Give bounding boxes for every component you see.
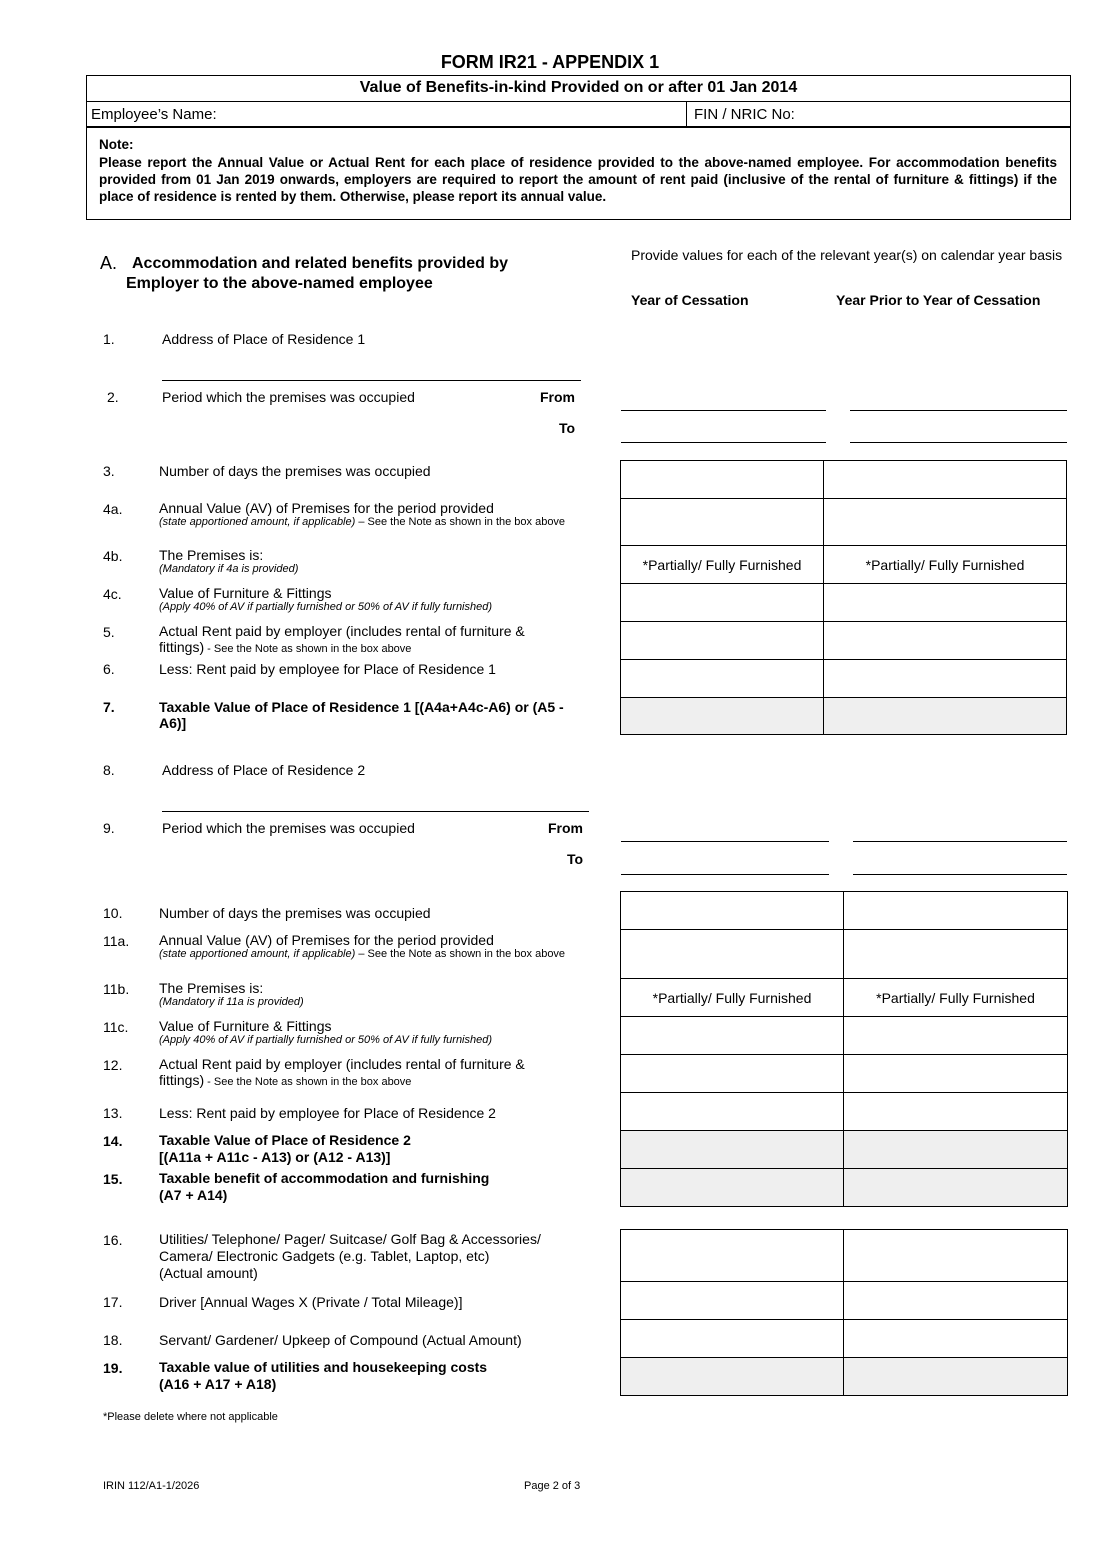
grid2-r11a-prior[interactable] — [843, 929, 1068, 979]
row-2-num: 2. — [107, 389, 119, 405]
furnished-option: *Partially/ Fully Furnished — [642, 556, 802, 573]
row-8-num: 8. — [103, 762, 115, 778]
grid3-r16-cessation[interactable] — [620, 1229, 844, 1282]
grid1-r3-prior[interactable] — [823, 460, 1067, 499]
row-11a-sub: – See the Note as shown in the box above — [355, 948, 566, 960]
grid3-r18-cessation[interactable] — [620, 1319, 844, 1358]
row-5-num: 5. — [103, 624, 115, 640]
row-14-label: Taxable Value of Place of Residence 2 — [159, 1132, 411, 1148]
row-15-num: 15. — [103, 1171, 123, 1187]
grid2-r11c-cessation[interactable] — [620, 1016, 844, 1055]
row-14-num: 14. — [103, 1133, 123, 1149]
grid1-r5-prior[interactable] — [823, 621, 1067, 660]
row-4a-num: 4a. — [103, 501, 123, 517]
row-19-num: 19. — [103, 1360, 123, 1376]
row-4c-sub: (Apply 40% of AV if partially furnished or 50% of AV if fully furnished) — [159, 601, 493, 613]
grid1-r4a-prior[interactable] — [823, 498, 1067, 546]
grid1-r6-prior[interactable] — [823, 659, 1067, 698]
row-3-label: Number of days the premises was occupied — [159, 463, 431, 479]
row-19-formula: (A16 + A17 + A18) — [159, 1376, 277, 1392]
grid3-r19-prior — [843, 1357, 1068, 1396]
row-9-label: Period which the premises was occupied — [162, 820, 415, 836]
row-5-sub: - See the Note as shown in the box above — [204, 643, 412, 655]
employee-name-label: Employee’s Name: — [91, 106, 217, 123]
grid1-r5-cessation[interactable] — [620, 621, 824, 660]
from-1-cessation[interactable] — [621, 388, 829, 412]
grid3-r19-cessation — [620, 1357, 844, 1396]
row-4a-sub-italic: (state apportioned amount, if applicable) — [159, 516, 356, 528]
grid2-r15-cessation — [620, 1168, 844, 1207]
grid3-r16-prior[interactable] — [843, 1229, 1068, 1282]
col-header-cessation: Year of Cessation — [631, 292, 749, 308]
address-2-input[interactable] — [162, 783, 592, 811]
row-13-label: Less: Rent paid by employee for Place of Residence 2 — [159, 1105, 496, 1121]
grid2-r11a-cessation[interactable] — [620, 929, 844, 979]
grid1-r3-cessation[interactable] — [620, 460, 824, 499]
grid2-r10-cessation[interactable] — [620, 891, 844, 930]
row-16-num: 16. — [103, 1232, 123, 1248]
furnished-option: *Partially/ Fully Furnished — [876, 989, 1035, 1006]
section-letter: A. — [100, 253, 118, 273]
row-11c-num: 11c. — [103, 1019, 129, 1035]
grid2-r13-prior[interactable] — [843, 1092, 1068, 1131]
employee-name-input[interactable] — [240, 103, 684, 127]
note-title: Note: — [99, 137, 134, 152]
provide-note: Provide values for each of the relevant year(s) on calendar year basis — [631, 247, 1063, 263]
fin-label: FIN / NRIC No: — [694, 106, 795, 123]
from-2-cessation[interactable] — [621, 819, 832, 843]
grid1-r4a-cessation[interactable] — [620, 498, 824, 546]
to-1-prior[interactable] — [850, 420, 1070, 444]
note-text: Please report the Annual Value or Actual Rent for each place of residence provided to the above-named employee. For accommodation benefits provided from 01 Jan 2019 onwards, employers are required to report the amount of rent paid (inclusive of the rental of furniture & fittings) if the place of residence is rented by them. Otherwise, please report its annual value. — [99, 155, 1057, 204]
row-4c-num: 4c. — [103, 586, 122, 602]
section-title: Accommodation and related benefits provided by Employer to the above-named employee — [126, 255, 509, 292]
delete-note: *Please delete where not applicable — [103, 1411, 278, 1423]
row-11a-num: 11a. — [103, 933, 130, 949]
row-11b-sub: (Mandatory if 11a is provided) — [159, 996, 304, 1008]
fin-input[interactable] — [810, 103, 1069, 127]
row-14-formula: [(A11a + A11c - A13) or (A12 - A13)] — [159, 1149, 391, 1165]
to-1-cessation[interactable] — [621, 420, 829, 444]
row-18-label: Servant/ Gardener/ Upkeep of Compound (Actual Amount) — [159, 1332, 522, 1348]
row-11c-sub: (Apply 40% of AV if partially furnished or 50% of AV if fully furnished) — [159, 1034, 493, 1046]
grid1-r4c-prior[interactable] — [823, 583, 1067, 622]
grid1-r4b-cessation[interactable] — [620, 545, 824, 584]
grid1-r4c-cessation[interactable] — [620, 583, 824, 622]
row-11b-num: 11b. — [103, 981, 130, 997]
row-3-num: 3. — [103, 463, 115, 479]
row-4b-label: The Premises is: — [159, 547, 264, 563]
row-10-label: Number of days the premises was occupied — [159, 905, 431, 921]
to-2-prior[interactable] — [853, 852, 1070, 876]
row-11c-label: Value of Furniture & Fittings — [159, 1018, 332, 1034]
row-15-label: Taxable benefit of accommodation and furnishing — [159, 1170, 490, 1186]
furnished-option: *Partially/ Fully Furnished — [652, 989, 812, 1006]
grid3-r17-prior[interactable] — [843, 1281, 1068, 1320]
form-title: FORM IR21 - APPENDIX 1 — [440, 52, 660, 72]
from-2-prior[interactable] — [853, 819, 1070, 843]
grid2-r14-prior — [843, 1130, 1068, 1169]
row-11a-label: Annual Value (AV) of Premises for the period provided — [159, 932, 494, 948]
from-1-prior[interactable] — [850, 388, 1070, 412]
from-label-1: From — [540, 389, 575, 405]
address-1-input[interactable] — [162, 352, 584, 380]
row-6-label: Less: Rent paid by employee for Place of Residence 1 — [159, 661, 496, 677]
row-7-num: 7. — [103, 699, 115, 715]
row-12-label: Actual Rent paid by employer (includes rental of furniture & fittings) — [159, 1056, 525, 1088]
row-19-label: Taxable value of utilities and housekeeping costs — [159, 1359, 488, 1375]
grid2-r15-prior — [843, 1168, 1068, 1207]
row-2-label: Period which the premises was occupied — [162, 389, 415, 405]
row-11a-sub-italic: (state apportioned amount, if applicable) — [159, 948, 356, 960]
row-4a-label: Annual Value (AV) of Premises for the period provided — [159, 500, 494, 516]
row-18-num: 18. — [103, 1332, 123, 1348]
row-16-label: Utilities/ Telephone/ Pager/ Suitcase/ Golf Bag & Accessories/ Camera/ Electronic Gadgets (e.g. Tablet, Laptop, etc) — [159, 1231, 541, 1264]
row-6-num: 6. — [103, 661, 115, 677]
row-13-num: 13. — [103, 1105, 123, 1121]
grid2-r12-cessation[interactable] — [620, 1054, 844, 1093]
col-header-prior: Year Prior to Year of Cessation — [836, 292, 1041, 308]
row-8-label: Address of Place of Residence 2 — [162, 762, 366, 778]
grid1-r7-cessation — [620, 697, 824, 735]
page-number: Page 2 of 3 — [524, 1480, 581, 1492]
grid2-r14-cessation — [620, 1130, 844, 1169]
grid1-r7-prior — [823, 697, 1067, 735]
row-4c-label: Value of Furniture & Fittings — [159, 585, 332, 601]
grid2-r11b-prior[interactable] — [843, 978, 1068, 1017]
row-15-formula: (A7 + A14) — [159, 1187, 228, 1203]
row-12-sub: - See the Note as shown in the box above — [204, 1076, 412, 1088]
to-label-1: To — [559, 420, 576, 436]
row-4b-num: 4b. — [103, 548, 123, 564]
row-16-sub: (Actual amount) — [159, 1265, 258, 1281]
row-9-num: 9. — [103, 820, 115, 836]
grid2-r12-prior[interactable] — [843, 1054, 1068, 1093]
row-4b-sub: (Mandatory if 4a is provided) — [159, 563, 299, 575]
to-2-cessation[interactable] — [621, 852, 832, 876]
row-4a-sub: – See the Note as shown in the box above — [355, 516, 566, 528]
grid3-r18-prior[interactable] — [843, 1319, 1068, 1358]
from-label-2: From — [548, 820, 583, 836]
grid1-r4b-prior[interactable] — [823, 545, 1067, 584]
form-code: IRIN 112/A1-1/2026 — [103, 1480, 200, 1492]
grid2-r11b-cessation[interactable] — [620, 978, 844, 1017]
row-1-label: Address of Place of Residence 1 — [162, 331, 366, 347]
furnished-option: *Partially/ Fully Furnished — [865, 556, 1025, 573]
grid3-r17-cessation[interactable] — [620, 1281, 844, 1320]
grid1-r6-cessation[interactable] — [620, 659, 824, 698]
grid2-r11c-prior[interactable] — [843, 1016, 1068, 1055]
grid2-r10-prior[interactable] — [843, 891, 1068, 930]
row-7-label: Taxable Value of Place of Residence 1 [(A4a+A4c-A6) or (A5 - A6)] — [159, 699, 564, 731]
form-subtitle: Value of Benefits-in-kind Provided on or after 01 Jan 2014 — [359, 79, 798, 96]
to-label-2: To — [567, 851, 584, 867]
row-12-num: 12. — [103, 1057, 123, 1073]
row-1-num: 1. — [103, 331, 115, 347]
row-17-label: Driver [Annual Wages X (Private / Total Mileage)] — [159, 1294, 463, 1310]
row-11b-label: The Premises is: — [159, 980, 264, 996]
grid2-r13-cessation[interactable] — [620, 1092, 844, 1131]
row-5-label: Actual Rent paid by employer (includes rental of furniture & fittings) — [159, 623, 525, 655]
row-10-num: 10. — [103, 905, 123, 921]
row-17-num: 17. — [103, 1294, 123, 1310]
